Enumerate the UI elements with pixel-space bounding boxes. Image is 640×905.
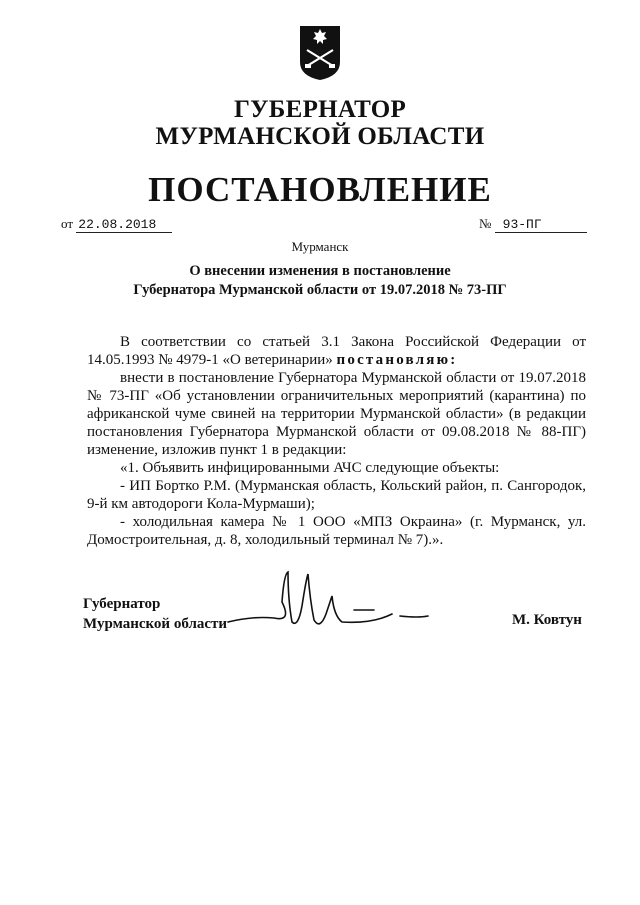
body-paragraph-1 — [87, 333, 586, 369]
org-title-line1: ГУБЕРНАТОР — [233, 96, 407, 123]
document-number: 93-ПГ — [495, 217, 587, 233]
date-prefix: от — [61, 216, 74, 231]
org-title-line2: МУРМАНСКОЙ ОБЛАСТИ — [155, 123, 485, 150]
subject-line2: Губернатора Мурманской области от 19.07.2018 № 73-ПГ — [133, 282, 507, 298]
body-paragraph-3: «1. Объявить инфицированными АЧС следующие объекты: — [120, 460, 500, 476]
signatory-title-line1: Губернатор — [83, 596, 161, 612]
body-paragraph-2: внести в постановление Губернатора Мурманской области от 19.07.2018 № 73-ПГ «Об установлении ограничительных мероприятий (карантина) по африканской чуме свиней на территории Мурманской области» (в редакции постановления Губернатора Мурманской области от 09.08.2018 № 88-ПГ) изменение, изложив пункт 1 в редакции: — [87, 370, 586, 458]
signatory-name: М. Ковтун — [512, 612, 582, 628]
document-date: 22.08.2018 — [76, 217, 172, 233]
decree-keyword: постановляю: — [336, 352, 458, 368]
subject-line1: О внесении изменения в постановление — [189, 263, 451, 279]
handwritten-signature — [222, 566, 432, 636]
document-body — [87, 333, 586, 549]
signatory-title-line2: Мурманской области — [83, 616, 228, 632]
preamble-text: В соответствии со статьей 3.1 Закона Российской Федерации от 14.05.1993 № 4979-1 «О ветеринарии» — [87, 334, 586, 368]
date-row — [61, 216, 172, 233]
coat-of-arms-emblem — [297, 22, 343, 82]
document-type-title: ПОСТАНОВЛЕНИЕ — [148, 170, 492, 209]
body-paragraph-4: - ИП Бортко Р.М. (Мурманская область, Кольский район, п. Сангородок, 9-й км автодороги Кола-Мурмаши); — [87, 478, 586, 512]
number-row — [479, 216, 587, 233]
number-prefix: № — [479, 216, 492, 231]
document-city: Мурманск — [291, 239, 349, 254]
signatory-title — [83, 594, 227, 634]
body-paragraph-5: - холодильная камера № 1 ООО «МПЗ Окраина» (г. Мурманск, ул. Домостроительная, д. 8, холодильный терминал № 7).». — [87, 514, 586, 548]
